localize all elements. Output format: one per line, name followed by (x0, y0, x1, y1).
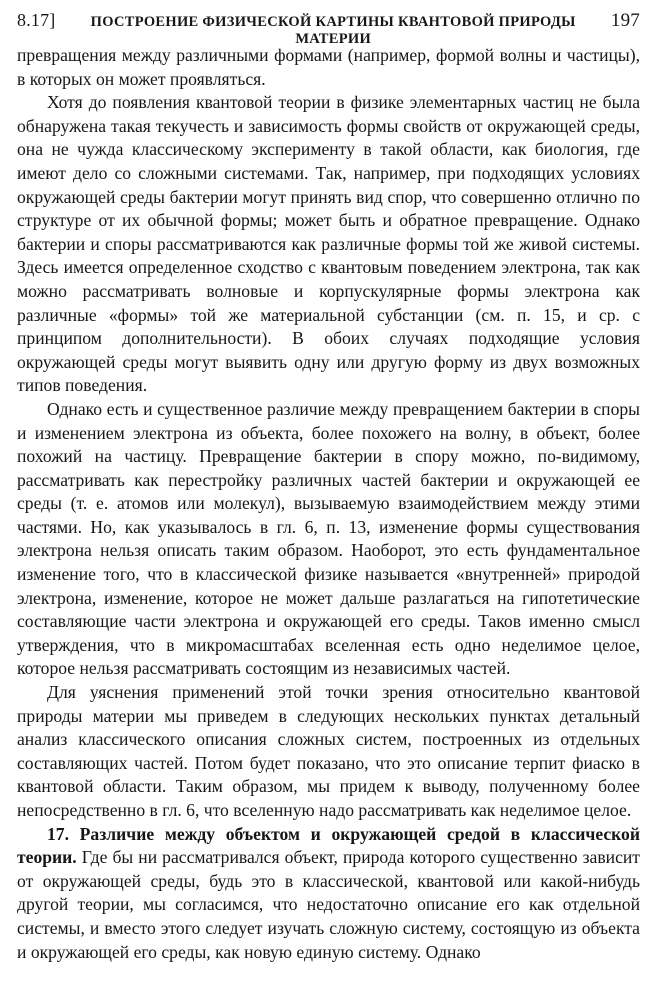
section-heading: 17. Различие между объектом и окружающей средой в классической теории. (17, 823, 640, 868)
paragraph: Для уяснения применений этой точки зрения относительно квантовой природы материи мы приведем в следующих нескольких пунктах детальный анализ классического описания сложных систем, построенных из отдельных составляющих частей. Потом будет показано, что это описание терпит фиаско в квантовой области. Таким образом, мы придем к выводу, полученному более непосредственно в гл. 6, что вселенную надо рассматривать как неделимое целое. (17, 682, 640, 820)
section-paragraph (17, 823, 640, 965)
page-number: 197 (610, 10, 640, 31)
paragraph: Однако есть и существенное различие между превращением бактерии в споры и изменением электрона из объекта, более похожего на волну, в объект, более похожий на частицу. Превращение бактерии в спору можно, по-видимому, рассматривать как перестройку различных частей бактерии и окружающей ее среды (т. е. атомов или молекул), вызываемую взаимодействием между этими частями. Но, как указывалось в гл. 6, п. 13, изменение формы существования электрона нельзя описать таким образом. Наоборот, это есть фундаментальное изменение того, что в классической физике называется «внутренней» природой электрона, изменение, которое не может дальше разлагаться на гипотетические составляющие части электрона и окружающей его среды. Таков именно смысл утверждения, что в микромасштабах вселенная есть одно неделимое целое, которое нельзя рассматривать состоящим из независимых частей. (17, 398, 640, 679)
body-text (17, 44, 640, 964)
book-page (17, 10, 640, 964)
paragraph-text: Где бы ни рассматривался объект, природа которого существенно зависит от окружающей среды, будь это в классической, квантовой или какой-нибудь другой теории, мы согласимся, что недостаточно описание его как отдельной системы, и вместо этого следует изучать сложную систему, состоящую из объекта и окружающей его среды, как новую единую систему. Однако (17, 847, 640, 962)
running-header (17, 10, 640, 47)
paragraph: Хотя до появления квантовой теории в физике элементарных частиц не была обнаружена такая текучесть и зависимость формы свойств от окружающей среды, она не чужда классическому эксперименту в такой области, как биология, где имеют дело со сложными системами. Так, например, при подходящих условиях окружающей среды бактерии могут принять вид спор, что совершенно отлично по структуре от их обычной формы; может быть и обратное превращение. Однако бактерии и споры рассматриваются как различные формы той же живой системы. Здесь имеется определенное сходство с квантовым поведением электрона, так как можно рассматривать волновые и корпускулярные формы электрона как различные «формы» той же материальной субстанции (см. п. 15, и ср. с принципом дополнительности). В обоих случаях подходящие условия окружающей среды могут выявить одну или другую форму из двух возможных типов поведения. (17, 92, 640, 396)
paragraph: превращения между различными формами (например, формой волны и частицы), в которых он может проявляться. (17, 45, 640, 89)
running-title: ПОСТРОЕНИЕ ФИЗИЧЕСКОЙ КАРТИНЫ КВАНТОВОЙ ПРИРОДЫ МАТЕРИИ (90, 14, 576, 47)
section-number: 8.17] (17, 10, 56, 30)
